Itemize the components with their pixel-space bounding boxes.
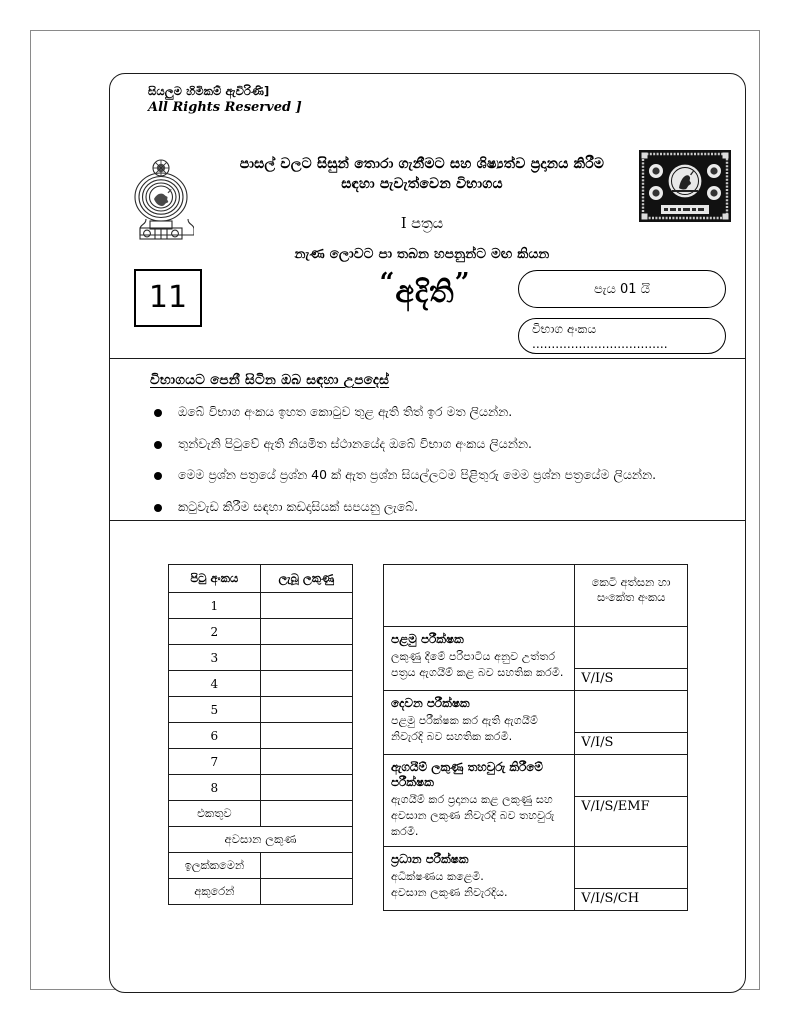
- table-row: [169, 671, 353, 697]
- table-row: [169, 645, 353, 671]
- department-line-2: සඳහා පැවැත්වෙන විභාගය: [341, 176, 503, 193]
- in-words-label: අකුරෙන්: [169, 879, 261, 905]
- signature-header-line-1: කෙටි අත්සන හා: [591, 575, 671, 589]
- signature-entry-area[interactable]: [575, 691, 687, 733]
- examiner-certification-table: [383, 564, 688, 911]
- examiner-signature-cell: [575, 627, 688, 691]
- examiner-statement-line-1: අධීක්ෂණය කළෙමි.: [391, 869, 484, 883]
- marks-entry-cell[interactable]: [260, 619, 352, 645]
- marks-entry-cell[interactable]: [260, 749, 352, 775]
- examiner-header-blank: [384, 565, 575, 627]
- exam-brand-name: [325, 270, 525, 308]
- examiner-code: V/I/S: [581, 735, 614, 750]
- page-border: [30, 30, 760, 990]
- examiner-code: V/I/S/EMF: [581, 799, 650, 814]
- examiner-statement-line-2: නිවැරදි බව සහතික කරමි.: [391, 729, 513, 743]
- marks-header-marks: ලැබූ ලකුණු: [260, 565, 352, 593]
- in-words-entry-cell[interactable]: [260, 879, 352, 905]
- examiner-code: V/I/S/CH: [581, 890, 640, 906]
- in-figures-entry-cell[interactable]: [260, 853, 352, 879]
- examiner-row: [384, 691, 688, 755]
- bullet-icon: [154, 409, 162, 417]
- paper-number: I පත්‍රය: [400, 216, 444, 233]
- marks-entry-cell[interactable]: [260, 723, 352, 749]
- examiner-statement-line-1: ලකුණු දීමේ පරිපාටිය අනුව උත්තර: [391, 650, 556, 663]
- total-entry-cell[interactable]: [260, 801, 352, 827]
- page-number-cell: 2: [169, 619, 261, 645]
- page-number-cell: 8: [169, 775, 261, 801]
- table-row-final-header: [169, 827, 353, 853]
- in-figures-label: ඉලක්කමෙන්: [169, 853, 261, 879]
- exam-title-block: [202, 154, 642, 262]
- marks-entry-cell[interactable]: [260, 671, 352, 697]
- instruction-text: ඔබේ විභාග අංකය ඉහත කොටුව තුළ ඇති තිත් ඉර මත ලියන්න.: [178, 404, 513, 419]
- duration-pill: [518, 270, 726, 308]
- signature-header-line-2: සංකේත අංකය: [596, 590, 666, 605]
- total-label: එකතුව: [169, 801, 261, 827]
- department-line-1: පාසල් වලට සිසුන් තොරා ගැනීමට සහ ශිෂ්‍යත්ව ප්‍රදානය කිරීම: [239, 156, 605, 172]
- table-row: [169, 593, 353, 619]
- duration-value: පැය 01 යි: [594, 281, 650, 297]
- page-number-cell: 6: [169, 723, 261, 749]
- signature-entry-area[interactable]: [575, 755, 687, 797]
- examiner-row: [384, 755, 688, 847]
- examiner-statement-line-2: අවසාන ලකුණ නිවැරදි බව තහවුරු කරමි.: [391, 808, 555, 838]
- marks-entry-cell[interactable]: [260, 775, 352, 801]
- examiner-signature-cell: [575, 755, 688, 847]
- signature-column-header: [575, 565, 688, 627]
- examiner-statement: [384, 846, 575, 910]
- instructions-heading: විභාගයට පෙනී සිටින ඔබ සඳහා උපදෙස්: [150, 372, 390, 388]
- divider-header: [110, 358, 745, 359]
- instruction-item: [150, 404, 710, 421]
- examiner-statement-line-1: ඇගයීම් කර ප්‍රදානය කළ ලකුණු සහ: [391, 793, 553, 806]
- quote-open: “: [379, 268, 396, 298]
- institute-stamp-logo-icon: [639, 150, 731, 222]
- marks-entry-cell[interactable]: [260, 697, 352, 723]
- exam-cover-sheet: [109, 73, 746, 993]
- table-row-words: [169, 879, 353, 905]
- page-number-cell: 4: [169, 671, 261, 697]
- grade-number-value: 11: [148, 280, 188, 315]
- instruction-item: [150, 467, 710, 484]
- examiner-statement-line-1: පළමු පරීක්ෂක කර ඇති ඇගයීම්: [391, 714, 538, 727]
- brand-name-value: අදිති: [395, 275, 455, 310]
- page-number-cell: 1: [169, 593, 261, 619]
- bullet-icon: [154, 441, 162, 449]
- page-number-cell: 5: [169, 697, 261, 723]
- table-row: [169, 775, 353, 801]
- examiner-role: ප්‍රධාන පරීක්ෂක: [391, 851, 469, 866]
- examiner-statement: [384, 627, 575, 691]
- examiner-row: [384, 627, 688, 691]
- table-row: [169, 619, 353, 645]
- examiner-statement-line-2: අවසාන ලකුණ නිවැරදිය.: [391, 885, 508, 899]
- table-header-row: [169, 565, 353, 593]
- quote-close: ”: [454, 268, 471, 298]
- index-number-field[interactable]: [518, 318, 726, 354]
- examiner-role: දෙවන පරීක්ෂක: [391, 696, 470, 710]
- rights-notice: [148, 84, 302, 116]
- grade-number-box: [134, 269, 202, 327]
- signature-entry-area[interactable]: [575, 627, 687, 669]
- sri-lanka-national-emblem-icon: [128, 152, 194, 240]
- examiner-statement: [384, 691, 575, 755]
- instruction-item: [150, 436, 710, 453]
- bullet-icon: [154, 504, 162, 512]
- page-number-cell: 7: [169, 749, 261, 775]
- final-mark-label: අවසාන ලකුණ: [169, 827, 353, 853]
- table-row: [169, 723, 353, 749]
- marks-entry-cell[interactable]: [260, 645, 352, 671]
- marks-summary-table: [168, 564, 353, 905]
- rights-notice-sinhala: සියලුම හිමිකම් ඇවිරිණි]: [148, 84, 270, 98]
- marks-header-page: පිටු අංකය: [169, 565, 261, 593]
- page-number-cell: 3: [169, 645, 261, 671]
- examiner-role: පළමු පරීක්ෂක: [391, 632, 464, 646]
- table-row-figures: [169, 853, 353, 879]
- rights-notice-english: All Rights Reserved ]: [148, 100, 302, 116]
- instruction-text: තුන්වැනි පිටුවේ ඇති නියමිත ස්ථානයේද ඔබේ විභාග අංකය ලියන්න.: [178, 435, 532, 451]
- examiner-row: [384, 846, 688, 910]
- table-row-total: [169, 801, 353, 827]
- instruction-item: [150, 499, 710, 516]
- table-row: [169, 749, 353, 775]
- examiner-signature-cell: [575, 691, 688, 755]
- table-row: [169, 697, 353, 723]
- examiner-statement-line-2: පත්‍රය ඇගයීම් කළ බව සහතික කරමි.: [391, 665, 564, 679]
- bullet-icon: [154, 472, 162, 480]
- examiner-role: ඇගයීම් ලකුණු තහවුරු කිරීමේ පරීක්ෂක: [391, 760, 543, 789]
- signature-entry-area[interactable]: [575, 847, 687, 889]
- instruction-text: මෙම ප්‍රශ්න පත්‍රයේ ප්‍රශ්න 40 ක් ඇත ප්‍රශ්න සියල්ලටම පිළිතුරු මෙම ප්‍රශ්න පත්‍රයේම ලියන්න.: [178, 467, 657, 483]
- examiner-signature-cell: [575, 846, 688, 910]
- examiner-statement: [384, 755, 575, 847]
- instruction-text: කටුවැඩ කිරීම සඳහා කඩදාසියක් සපයනු ලැබේ.: [178, 499, 419, 515]
- instructions-section: [150, 372, 710, 531]
- marks-entry-cell[interactable]: [260, 593, 352, 619]
- exam-tagline: නැණ ලොවට පා තබන හපනුන්ට මඟ කියන: [294, 246, 550, 263]
- examiner-header-row: [384, 565, 688, 627]
- index-number-label: විභාග අංකය ...................................: [532, 321, 668, 351]
- examiner-code: V/I/S: [581, 671, 614, 686]
